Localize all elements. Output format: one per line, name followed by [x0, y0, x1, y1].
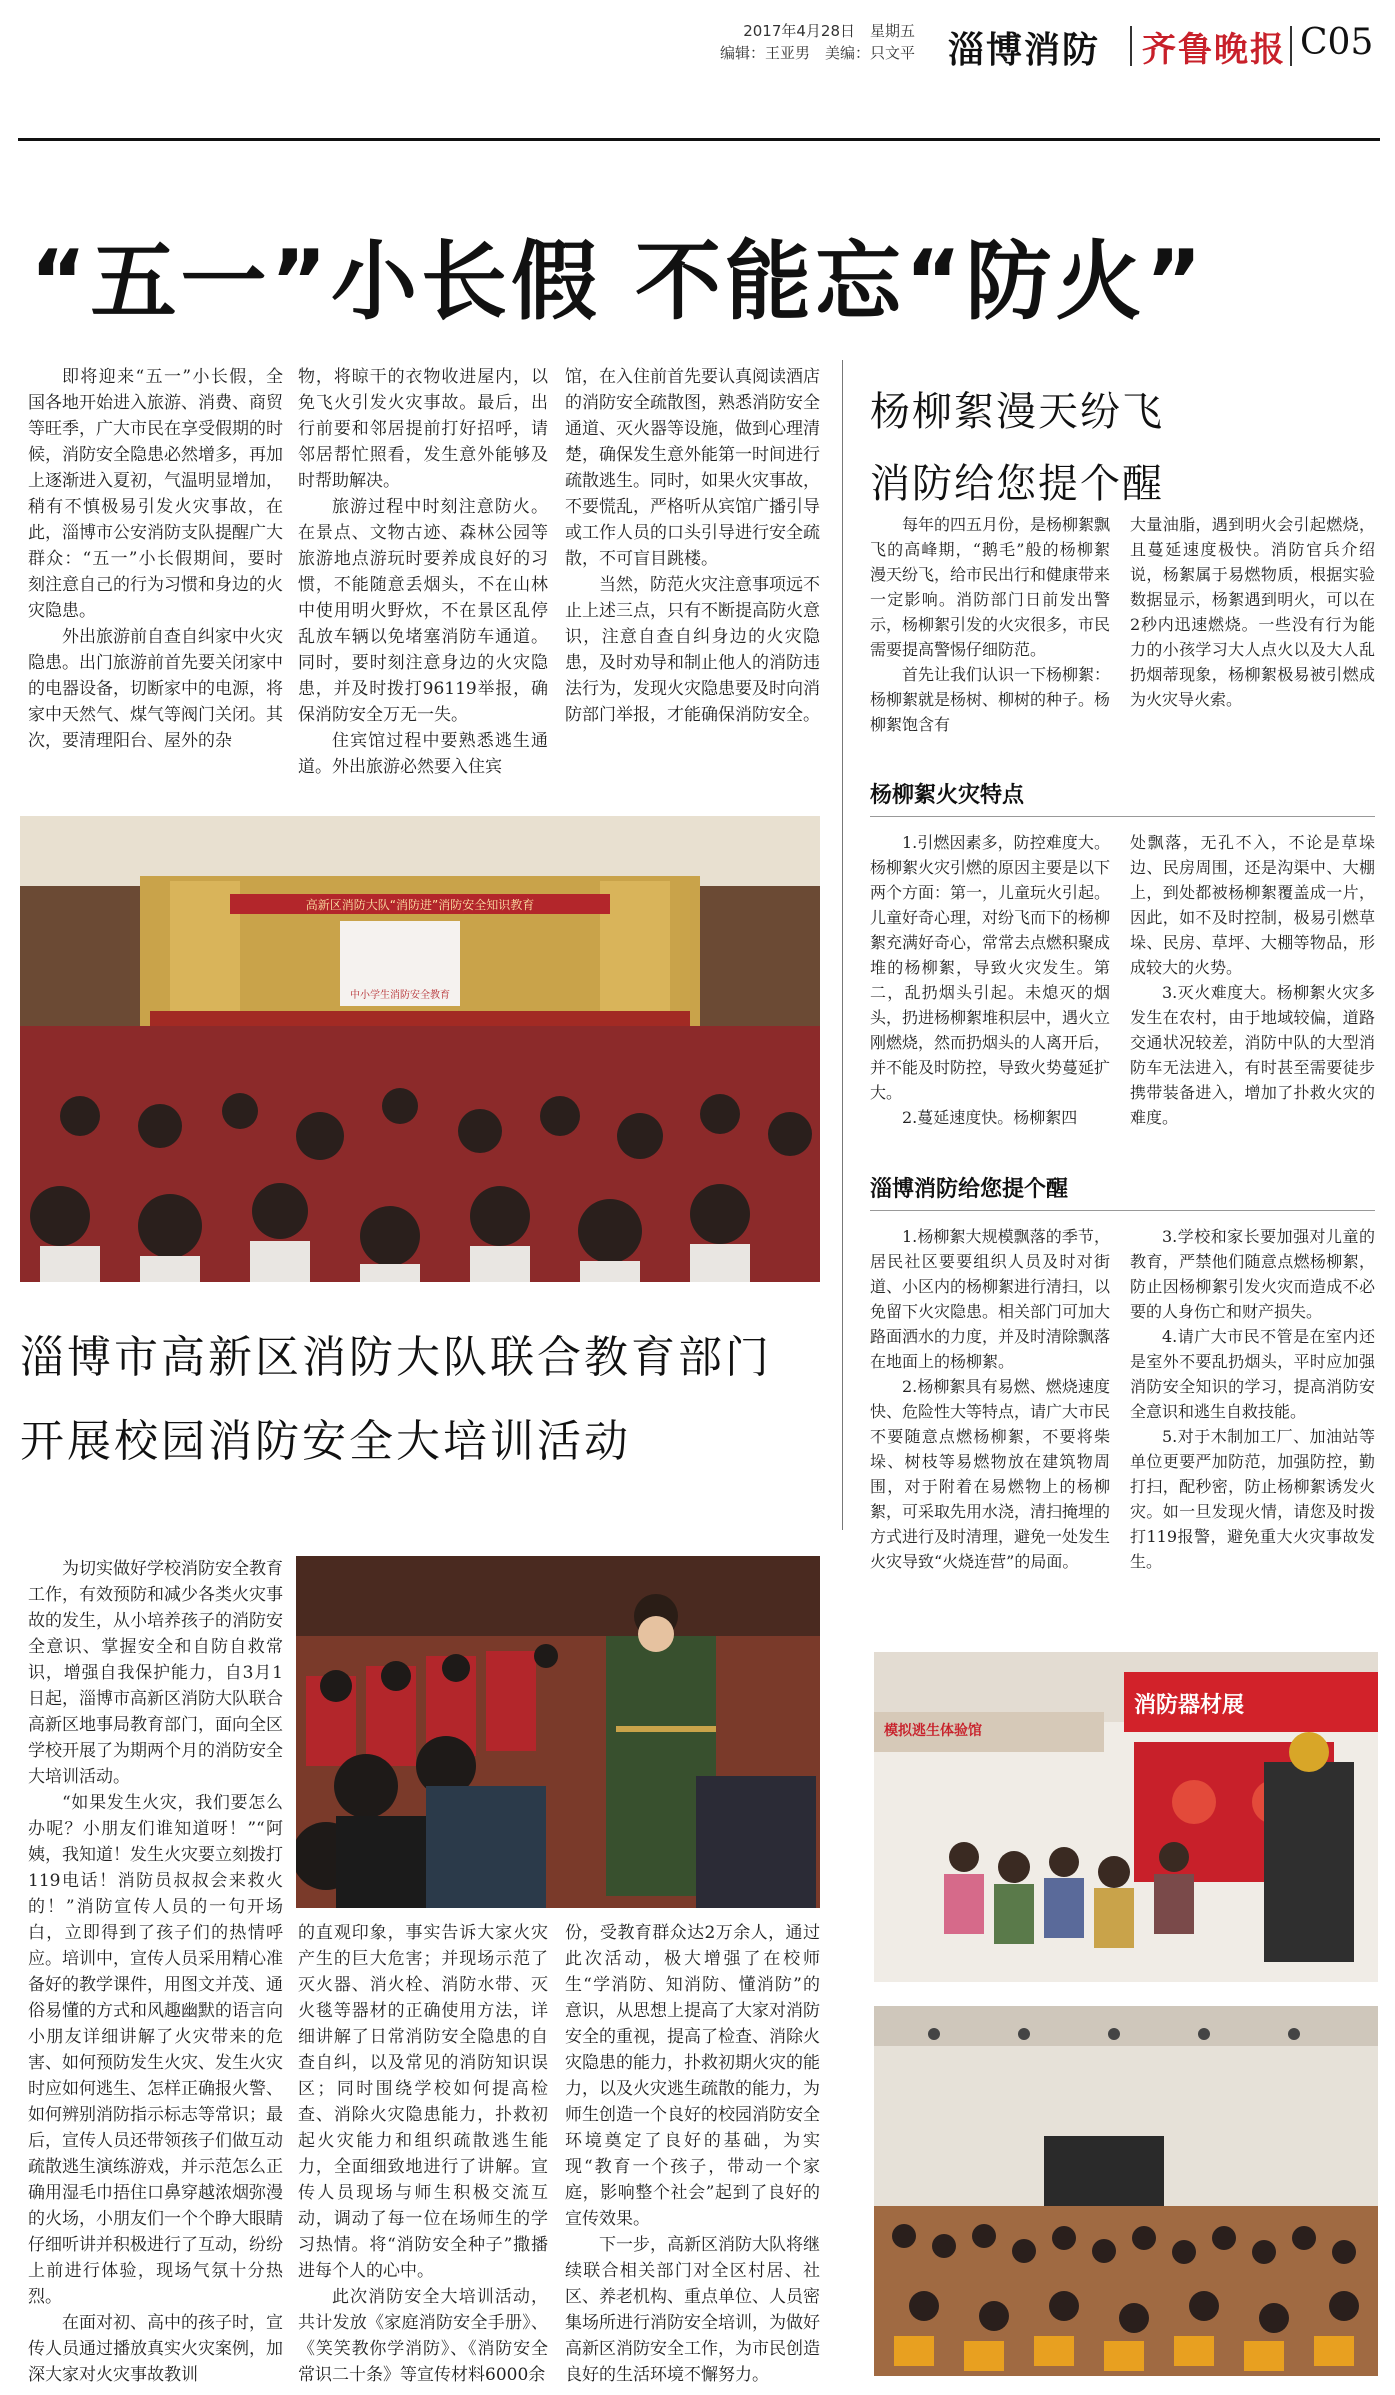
paragraph: 此次消防安全大培训活动，共计发放《家庭消防安全手册》、《笑笑教你学消防》、《消防安全常识二十条》等宣传材料6000余: [298, 2287, 548, 2385]
header-divider: [1290, 26, 1292, 66]
header-date-block: [720, 20, 915, 64]
paragraph: 处飘落，无孔不入，不论是草垛边、民房周围，还是沟渠中、大棚上，到处都被杨柳絮覆盖成一片，因此，如不及时控制，极易引燃草垛、民房、草坪、大棚等物品，形成较大的火势。: [1130, 833, 1375, 977]
fire-exhibit-photo: [874, 1652, 1378, 1982]
paragraph: 当然，防范火灾注意事项远不止上述三点，只有不断提高防火意识，注意自查自纠身边的火灾隐患，及时劝导和制止他人的消防违法行为，发现火灾隐患要及时向消防部门举报，才能确保消防安全。: [565, 575, 820, 725]
paragraph: 下一步，高新区消防大队将继续联合相关部门对全区村居、社区、养老机构、重点单位、人员密集场所进行消防安全培训，为做好高新区消防安全工作，为市民创造良好的生活环境不懈努力。: [565, 2235, 820, 2385]
paragraph: 每年的四五月份，是杨柳絮飘飞的高峰期，“鹅毛”般的杨柳絮漫天纷飞，给市民出行和健康带来一定影响。消防部门日前发出警示，杨柳絮引发的火灾很多，市民需要提高警惕仔细防范。: [870, 515, 1111, 659]
auditorium-photo: [20, 816, 820, 1282]
paragraph: 2.蔓延速度快。杨柳絮四: [902, 1108, 1078, 1127]
paragraph: 1.引燃因素多，防控难度大。杨柳絮火灾引燃的原因主要是以下两个方面：第一，儿童玩火引起。儿童好奇心理，对纷飞而下的杨柳絮充满好奇心，常常去点燃积聚成堆的杨柳絮，导致火灾发生。第二，乱扔烟头引起。未熄灭的烟头，扔进杨柳絮堆积层中，遇火立刚燃烧，然而扔烟头的人离开后，并不能及时防控，导致火势蔓延扩大。: [870, 833, 1111, 1102]
header-date: 2017年4月28日 星期五: [743, 22, 915, 40]
article1-col3: [565, 364, 820, 728]
paragraph: 2.杨柳絮具有易燃、燃烧速度快、危险性大等特点，请广大市民不要随意点燃杨柳絮，不要将柴垛、树枝等易燃物放在建筑物周围，对于附着在易燃物上的杨柳絮，可采取先用水浇，清扫掩埋的方式进行及时清理，避免一处发生火灾导致“火烧连营”的局面。: [870, 1377, 1111, 1571]
paragraph: 在面对初、高中的孩子时，宣传人员通过播放真实火灾案例，加深大家对火灾事故教训: [28, 2313, 283, 2385]
article2-sub2-col1: [870, 1224, 1110, 1574]
classroom-photo-image: [296, 1556, 820, 1908]
paragraph: “如果发生火灾，我们要怎么办呢？小朋友们谁知道呀！”“阿姨，我知道！发生火灾要立刻拨打119电话！消防员叔叔会来救火的！”消防宣传人员的一句开场白，立即得到了孩子们的热情呼应。培训中，宣传人员采用精心准备好的教学课件，用图文并茂、通俗易懂的方式和风趣幽默的语言向小朋友详细讲解了火灾带来的危害、如何预防发生火灾、发生火灾时应如何逃生、怎样正确报火警、如何辨别消防指示标志等常识；最后，宣传人员还带领孩子们做互动疏散逃生演练游戏，并示范怎么正确用湿毛巾捂住口鼻穿越浓烟弥漫的火场，小朋友们一个个睁大眼睛仔细听讲并积极进行了互动，纷纷上前进行体验，现场气氛十分热烈。: [28, 1793, 283, 2307]
paragraph: 外出旅游前自查自纠家中火灾隐患。出门旅游前首先要关闭家中的电器设备，切断家中的电源，将家中天然气、煤气等阀门关闭。其次，要清理阳台、屋外的杂: [28, 627, 283, 751]
article2-intro-col2: [1130, 512, 1375, 712]
article1-col1: [28, 364, 283, 754]
paragraph: 3.学校和家长要加强对儿童的教育，严禁他们随意点燃杨柳絮，防止因杨柳絮引发火灾而造成不必要的人身伤亡和财产损失。: [1130, 1227, 1375, 1321]
article3-col1: [28, 1556, 283, 2388]
main-headline: “五一”小长假 不能忘“防火”: [30, 232, 1207, 332]
page-number: C05: [1300, 22, 1374, 63]
paragraph: 旅游过程中时刻注意防火。在景点、文物古迹、森林公园等旅游地点游玩时要养成良好的习惯，不能随意丢烟头，不在山林中使用明火野炊，不在景区乱停乱放车辆以免堵塞消防车通道。同时，要时刻注意身边的火灾隐患，并及时拨打96119举报，确保消防安全万无一失。: [298, 497, 548, 725]
article2-subheading-2: 淄博消防给您提个醒: [870, 1177, 1069, 1202]
article1-col2: [298, 364, 548, 780]
header-editor: 编辑：王亚男 美编：只文平: [719, 44, 915, 62]
paragraph: 物，将晾干的衣物收进屋内，以免飞火引发火灾事故。最后，出行前要和邻居提前打好招呼，请邻居帮忙照看，发生意外能够及时帮助解决。: [298, 367, 548, 491]
article2-sub1-col1: [870, 830, 1110, 1130]
divider: [870, 816, 1375, 817]
classroom-photo: [296, 1556, 820, 1908]
paragraph: 馆，在入住前首先要认真阅读酒店的消防安全疏散图，熟悉消防安全通道、灭火器等设施，做到心理清楚，确保发生意外能第一时间进行疏散逃生。同时，如果火灾事故，不要慌乱，严格听从宾馆广播引导或工作人员的口头引导进行安全疏散，不可盲目跳楼。: [565, 367, 820, 569]
section-name: 淄博消防: [948, 30, 1101, 71]
paragraph: 大量油脂，遇到明火会引起燃烧，且蔓延速度极快。消防官兵介绍说，杨絮属于易燃物质，根据实验数据显示，杨絮遇到明火，可以在2秒内迅速燃烧。一些没有行为能力的小孩学习大人点火以及大人乱扔烟蒂现象，杨柳絮极易被引燃成为火灾导火索。: [1130, 515, 1375, 709]
article3-title: [20, 1316, 840, 1484]
article3-col2: [298, 1920, 548, 2388]
article2-title-line1: 杨柳絮漫天纷飞: [870, 389, 1164, 435]
divider: [870, 1210, 1375, 1211]
auditorium-photo-image: [20, 816, 820, 1282]
article2-sub1-col2: [1130, 830, 1375, 1130]
kindergarten-photo: [874, 2006, 1378, 2376]
article2-title-line2: 消防给您提个醒: [870, 461, 1164, 507]
article2-title: [870, 376, 1370, 520]
header-divider: [1130, 26, 1132, 66]
article2-sub2-col2: [1130, 1224, 1375, 1574]
paragraph: 住宾馆过程中要熟悉逃生通道。外出旅游必然要入住宾: [298, 731, 548, 777]
paragraph: 5.对于木制加工厂、加油站等单位更要严加防范，加强防控，勤打扫，配秒密，防止杨柳絮诱发火灾。如一旦发现火情，请您及时拨打119报警，避免重大火灾事故发生。: [1130, 1427, 1375, 1571]
article3-title-line1: 淄博市高新区消防大队联合教育部门: [20, 1332, 772, 1383]
paragraph: 为切实做好学校消防安全教育工作，有效预防和减少各类火灾事故的发生，从小培养孩子的消防安全意识、掌握安全和自防自救常识，增强自我保护能力，自3月1日起，淄博市高新区消防大队联合高新区地事局教育部门，面向全区学校开展了为期两个月的消防安全大培训活动。: [28, 1559, 283, 1787]
article2-subheading-1: 杨柳絮火灾特点: [870, 783, 1025, 808]
paragraph: 3.灭火难度大。杨柳絮火灾多发生在农村，由于地域较偏，道路交通状况较差，消防中队的大型消防车无法进入，有时甚至需要徒步携带装备进入，增加了扑救火灾的难度。: [1130, 983, 1375, 1127]
paragraph: 即将迎来“五一”小长假，全国各地开始进入旅游、消费、商贸等旺季，广大市民在享受假期的时候，消防安全隐患必然增多，再加上逐渐进入夏初，气温明显增加，稍有不慎极易引发火灾事故，在此，淄博市公安消防支队提醒广大群众：“五一”小长假期间，要时刻注意自己的行为习惯和身边的火灾隐患。: [28, 367, 283, 621]
exhibit-sign-escape: 模拟逃生体验馆: [884, 1723, 982, 1739]
auditorium-screen-text: 中小学生消防安全教育: [350, 990, 450, 1001]
article3-title-line2: 开展校园消防安全大培训活动: [20, 1416, 631, 1467]
newspaper-logo: 齐鲁晚报: [1142, 30, 1286, 70]
paragraph: 4.请广大市民不管是在室内还是室外不要乱扔烟头，平时应加强消防安全知识的学习，提高消防安全意识和逃生自救技能。: [1130, 1327, 1375, 1421]
paragraph: 1.杨柳絮大规模飘落的季节，居民社区要要组织人员及时对街道、小区内的杨柳絮进行清扫，以免留下火灾隐患。相关部门可加大路面洒水的力度，并及时清除飘落在地面上的杨柳絮。: [870, 1227, 1111, 1371]
paragraph: 份，受教育群众达2万余人，通过此次活动，极大增强了在校师生“学消防、知消防、懂消防”的意识，从思想上提高了大家对消防安全的重视，提高了检查、消除火灾隐患的能力，扑救初期火灾的能力，以及火灾逃生疏散的能力，为师生创造一个良好的校园消防安全环境奠定了良好的基础，为实现“教育一个孩子，带动一个家庭，影响整个社会”起到了良好的宣传效果。: [565, 1923, 820, 2229]
header-rule: [18, 138, 1380, 141]
auditorium-banner: 高新区消防大队“消防进”消防安全知识教育: [305, 898, 535, 912]
kindergarten-photo-image: [874, 2006, 1378, 2376]
exhibit-sign-equipment: 消防器材展: [1134, 1693, 1245, 1718]
paragraph: 的直观印象，事实告诉大家火灾产生的巨大危害；并现场示范了灭火器、消火栓、消防水带、灭火毯等器材的正确使用方法，详细讲解了日常消防安全隐患的自查自纠，以及常见的消防知识误区；同时围绕学校如何提高检查、消除火灾隐患能力，扑救初起火灾能力和组织疏散逃生能力，全面细致地进行了讲解。宣传人员现场与师生积极交流互动，调动了每一位在场师生的学习热情。将“消防安全种子”撒播进每个人的心中。: [298, 1923, 548, 2281]
paragraph: 首先让我们认识一下杨柳絮：杨柳絮就是杨树、柳树的种子。杨柳絮饱含有: [870, 665, 1111, 734]
article2-intro-col1: [870, 512, 1110, 737]
article3-col3: [565, 1920, 820, 2388]
